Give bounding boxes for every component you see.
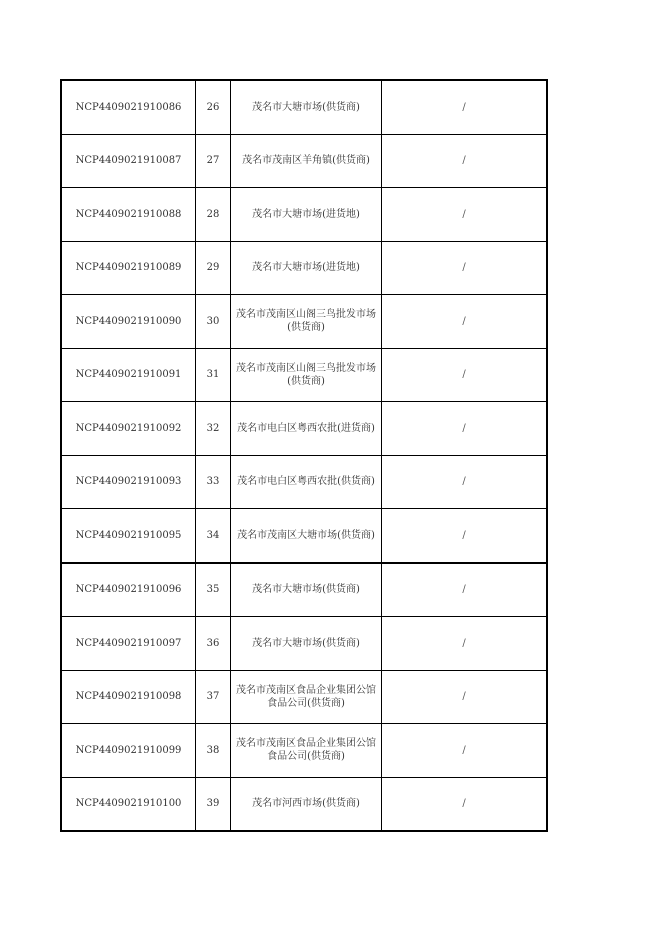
remark-cell: / xyxy=(382,777,548,831)
remark-cell: / xyxy=(382,617,548,671)
supplier-location-cell: 茂名市大塘市场(供货商) xyxy=(231,563,382,617)
supplier-location-cell: 茂名市大塘市场(供货商) xyxy=(231,80,382,134)
sample-code-cell: NCP4409021910098 xyxy=(61,670,196,724)
sequence-number-cell: 30 xyxy=(196,295,231,349)
sequence-number-cell: 28 xyxy=(196,188,231,242)
table-row xyxy=(61,188,547,242)
supplier-location-cell: 茂名市大塘市场(进货地) xyxy=(231,188,382,242)
sample-code-cell: NCP4409021910089 xyxy=(61,241,196,295)
table-row xyxy=(61,563,547,617)
table-row xyxy=(61,509,547,563)
sequence-number-cell: 39 xyxy=(196,777,231,831)
sample-code-cell: NCP4409021910086 xyxy=(61,80,196,134)
sequence-number-cell: 36 xyxy=(196,617,231,671)
remark-cell: / xyxy=(382,188,548,242)
supplier-location-cell: 茂名市大塘市场(供货商) xyxy=(231,617,382,671)
supplier-location-cell: 茂名市茂南区食品企业集团公馆食品公司(供货商) xyxy=(231,724,382,778)
remark-cell: / xyxy=(382,80,548,134)
sequence-number-cell: 26 xyxy=(196,80,231,134)
sample-code-cell: NCP4409021910095 xyxy=(61,509,196,563)
sample-code-cell: NCP4409021910092 xyxy=(61,402,196,456)
sample-code-cell: NCP4409021910100 xyxy=(61,777,196,831)
remark-cell: / xyxy=(382,348,548,402)
sample-code-cell: NCP4409021910099 xyxy=(61,724,196,778)
remark-cell: / xyxy=(382,402,548,456)
remark-cell: / xyxy=(382,563,548,617)
sequence-number-cell: 33 xyxy=(196,455,231,509)
sequence-number-cell: 37 xyxy=(196,670,231,724)
supplier-location-cell: 茂名市电白区粤西农批(供货商) xyxy=(231,455,382,509)
table-row xyxy=(61,241,547,295)
supplier-location-cell: 茂名市茂南区食品企业集团公馆食品公司(供货商) xyxy=(231,670,382,724)
table-row xyxy=(61,80,547,134)
remark-cell: / xyxy=(382,455,548,509)
sequence-number-cell: 32 xyxy=(196,402,231,456)
supplier-location-cell: 茂名市茂南区羊角镇(供货商) xyxy=(231,134,382,188)
sample-code-cell: NCP4409021910087 xyxy=(61,134,196,188)
table-row xyxy=(61,455,547,509)
sample-table xyxy=(60,79,548,832)
sample-code-cell: NCP4409021910091 xyxy=(61,348,196,402)
supplier-location-cell: 茂名市茂南区大塘市场(供货商) xyxy=(231,509,382,563)
table-row xyxy=(61,670,547,724)
supplier-location-cell: 茂名市茂南区山阁三鸟批发市场(供货商) xyxy=(231,348,382,402)
sequence-number-cell: 31 xyxy=(196,348,231,402)
remark-cell: / xyxy=(382,241,548,295)
table-row xyxy=(61,777,547,831)
remark-cell: / xyxy=(382,670,548,724)
sequence-number-cell: 38 xyxy=(196,724,231,778)
supplier-location-cell: 茂名市河西市场(供货商) xyxy=(231,777,382,831)
sequence-number-cell: 34 xyxy=(196,509,231,563)
table-row xyxy=(61,295,547,349)
sample-code-cell: NCP4409021910096 xyxy=(61,563,196,617)
remark-cell: / xyxy=(382,134,548,188)
table-row xyxy=(61,348,547,402)
table-row xyxy=(61,134,547,188)
supplier-location-cell: 茂名市茂南区山阁三鸟批发市场(供货商) xyxy=(231,295,382,349)
sequence-number-cell: 29 xyxy=(196,241,231,295)
sequence-number-cell: 35 xyxy=(196,563,231,617)
sample-code-cell: NCP4409021910097 xyxy=(61,617,196,671)
remark-cell: / xyxy=(382,724,548,778)
sample-code-cell: NCP4409021910093 xyxy=(61,455,196,509)
table-row xyxy=(61,724,547,778)
supplier-location-cell: 茂名市电白区粤西农批(进货商) xyxy=(231,402,382,456)
sample-table-body xyxy=(61,80,547,831)
remark-cell: / xyxy=(382,509,548,563)
table-row xyxy=(61,402,547,456)
sequence-number-cell: 27 xyxy=(196,134,231,188)
table-row xyxy=(61,617,547,671)
remark-cell: / xyxy=(382,295,548,349)
sample-code-cell: NCP4409021910088 xyxy=(61,188,196,242)
supplier-location-cell: 茂名市大塘市场(进货地) xyxy=(231,241,382,295)
sample-code-cell: NCP4409021910090 xyxy=(61,295,196,349)
